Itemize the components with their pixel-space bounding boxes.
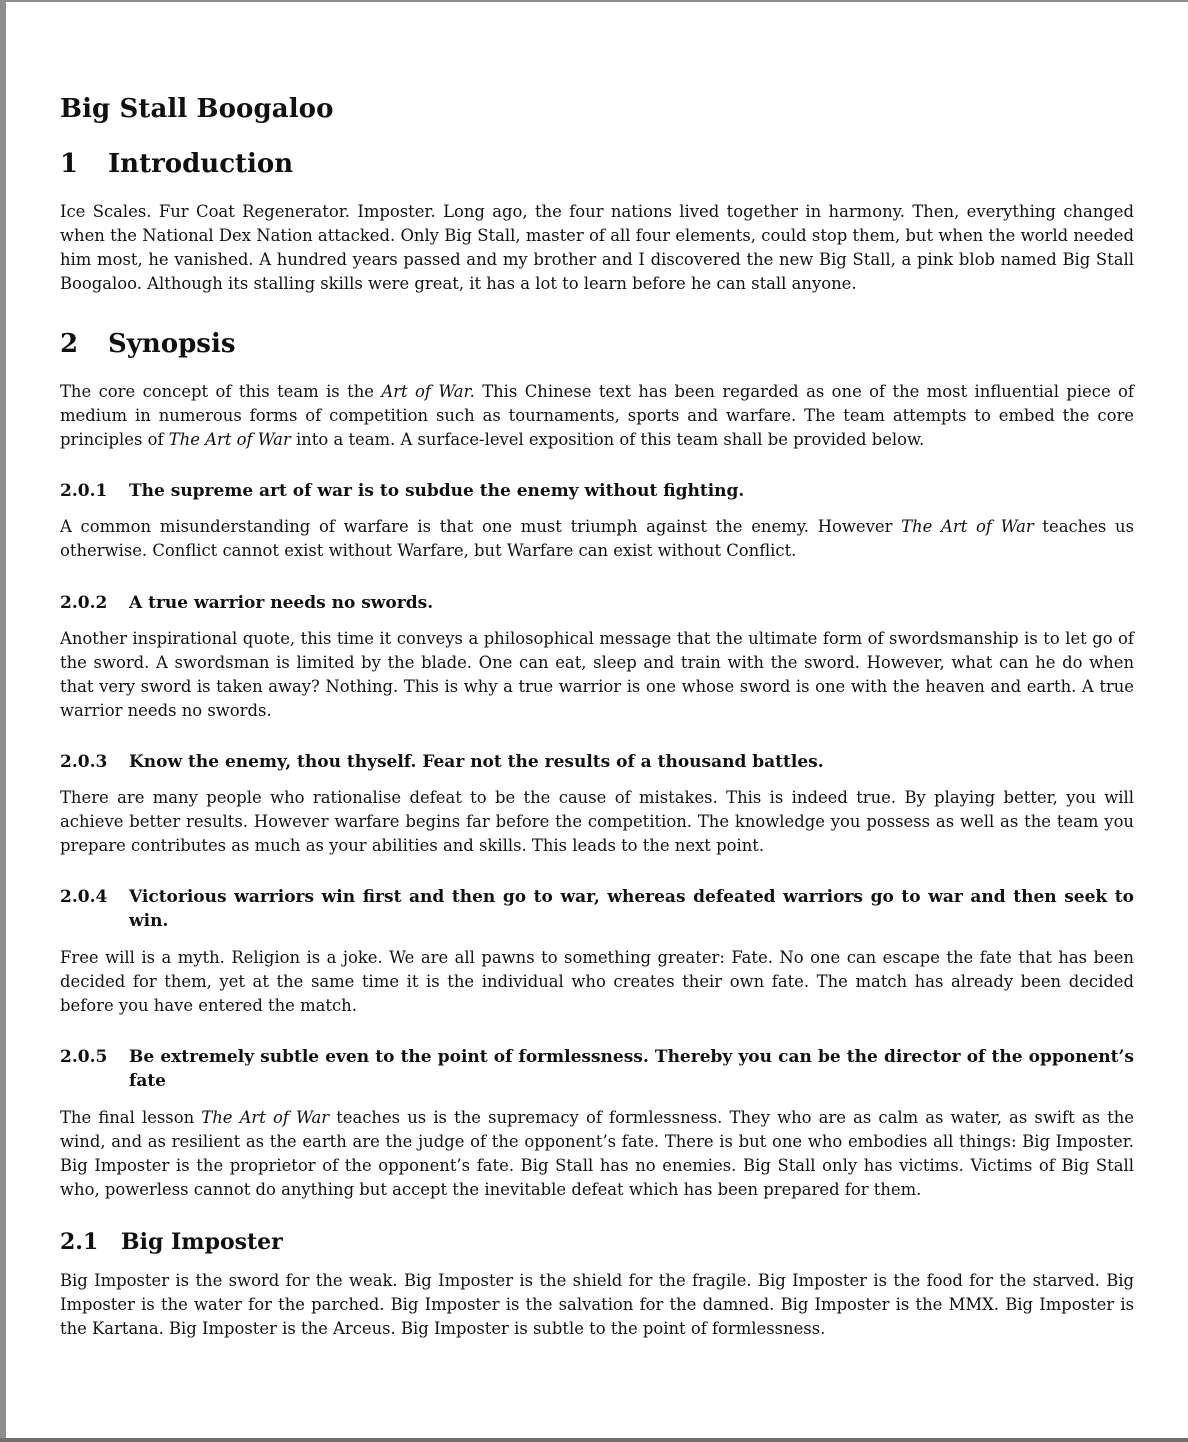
document-page [6,2,1188,1440]
emphasis-art-of-war: The Art of War [901,517,1034,536]
section-number: 1 [60,149,79,179]
section-heading-introduction [60,149,293,179]
text-run: A common misunderstanding of warfare is that one must triumph against the enemy. However [60,517,902,536]
subsubsection-paragraph-2-0-2: Another inspirational quote, this time it conveys a philosophical message that the ultimate form of swordsmanship is to let go of the sword. A swordsman is limited by the blade. One can eat, sleep and train with the sword. However, what can he do when that very sword is taken away? Nothing. This is why a true warrior is one whose sword is one with the heaven and earth. A true warrior needs no swords. [60,629,1134,720]
subsubsection-number: 2.0.3 [60,752,108,772]
subsubsection-number: 2.0.2 [60,593,108,613]
subsubsection-paragraph-2-0-5 [60,1106,1134,1202]
subsection-number: 2.1 [60,1229,99,1255]
subsubsection-title: The supreme art of war is to subdue the enemy without fighting. [129,481,745,501]
subsubsection-title: Know the enemy, thou thyself. Fear not the results of a thousand battles. [129,752,824,772]
subsubsection-heading-2-0-1 [60,479,1134,503]
emphasis-art-of-war: Art of War. [381,382,475,401]
subsubsection-heading-2-0-3 [60,750,1134,774]
document-title: Big Stall Boogaloo [60,94,334,124]
emphasis-art-of-war: The Art of War [168,430,291,449]
subsection-heading-big-imposter [60,1229,283,1255]
introduction-paragraph: Ice Scales. Fur Coat Regenerator. Imposter. Long ago, the four nations lived together in harmony. Then, everything changed when the National Dex Nation attacked. Only Big Stall, master of all four elements, could stop them, but when the world needed him most, he vanished. A hundred years passed and my brother and I discovered the new Big Stall, a pink blob named Big Stall Boogaloo. Although its stalling skills were great, it has a lot to learn before he can stall anyone. [60,202,1134,293]
text-run: teaches us otherwise. Conflict cannot exist without Warfare, but Warfare can exist without Conflict. [60,517,1134,560]
subsubsection-number: 2.0.1 [60,481,108,501]
section-heading-synopsis [60,329,235,359]
subsubsection-heading-2-0-4 [60,885,1134,933]
subsubsection-title: Be extremely subtle even to the point of formlessness. Thereby you can be the director of the opponent’s fate [129,1047,1134,1091]
page-bottom-edge [0,1438,1188,1442]
synopsis-paragraph [60,380,1134,452]
text-run: teaches us is the supremacy of formlessness. They who are as calm as water, as swift as the wind, and as resilient as the earth are the judge of the opponent’s fate. There is but one who embodies all things: Big Imposter. Big Imposter is the proprietor of the opponent’s fate. Big Stall has no enemies. Big Stall only has victims. Victims of Big Stall who, powerless cannot do anything but accept the inevitable defeat which has been prepared for them. [60,1108,1134,1199]
text-run: This Chinese text has been regarded as one of the most influential piece of medium in numerous forms of competition such as tournaments, sports and warfare. The team attempts to embed the core principles of [60,382,1134,449]
text-run: The core concept of this team is the [60,382,382,401]
subsubsection-heading-2-0-5 [60,1045,1134,1093]
section-number: 2 [60,329,79,359]
big-imposter-paragraph: Big Imposter is the sword for the weak. Big Imposter is the shield for the fragile. Big Imposter is the food for the starved. Big Imposter is the water for the parched. Big Imposter is the salvation for the damned. Big Imposter is the MMX. Big Imposter is the Kartana. Big Imposter is the Arceus. Big Imposter is subtle to the point of formlessness. [60,1271,1134,1338]
subsubsection-title: Victorious warriors win first and then go to war, whereas defeated warriors go to war and then seek to win. [129,887,1134,931]
subsection-title: Big Imposter [121,1229,283,1255]
subsubsection-paragraph-2-0-4: Free will is a myth. Religion is a joke. We are all pawns to something greater: Fate. No one can escape the fate that has been decided for them, yet at the same time it is the individual who creates their own fate. The match has already been decided before you have entered the match. [60,948,1134,1015]
section-title: Synopsis [108,329,236,359]
subsubsection-heading-2-0-2 [60,591,1134,615]
emphasis-art-of-war: The Art of War [201,1108,330,1127]
text-run: The final lesson [60,1108,202,1127]
text-run: into a team. A surface-level exposition of this team shall be provided below. [290,430,925,449]
section-title: Introduction [108,149,294,179]
subsubsection-paragraph-2-0-1 [60,515,1134,563]
subsubsection-number: 2.0.5 [60,1047,108,1067]
subsubsection-number: 2.0.4 [60,887,108,907]
subsubsection-title: A true warrior needs no swords. [129,593,434,613]
subsubsection-paragraph-2-0-3: There are many people who rationalise defeat to be the cause of mistakes. This is indeed true. By playing better, you will achieve better results. However warfare begins far before the competition. The knowledge you possess as well as the team you prepare contributes as much as your abilities and skills. This leads to the next point. [60,788,1134,855]
